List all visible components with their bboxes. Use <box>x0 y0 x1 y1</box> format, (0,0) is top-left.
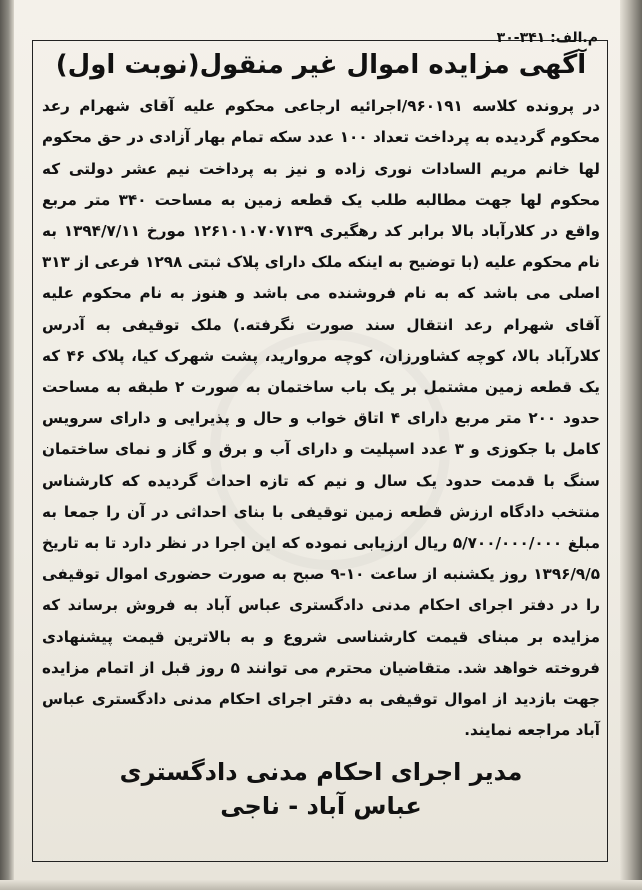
page-edge-left <box>0 0 14 890</box>
notice-content <box>36 30 606 824</box>
reference-number: م.الف: ۳۴۱-۳۰ <box>496 30 598 46</box>
page-edge-right <box>620 0 642 890</box>
notice-signature <box>36 756 606 823</box>
notice-body: در پرونده کلاسه ۹۶۰۱۹۱/اجرائیه ارجاعی محکوم علیه آقای شهرام رعد محکوم گردیده به پرداخت تعداد ۱۰۰ عدد سکه تمام بهار آزادی در حق محکوم لها خانم مریم السادات نوری زاده و نیز به پرداخت نیم عشر دولتی که محکوم لها جهت مطالبه طلب یک قطعه زمین به مساحت ۳۴۰ متر مربع واقع در کلارآباد بالا برابر کد رهگیری ۱۲۶۱۰۱۰۷۰۷۱۳۹ مورخ ۱۳۹۴/۷/۱۱ به نام محکوم علیه (با توضیح به اینکه ملک دارای پلاک ثبتی ۱۲۹۸ فرعی از ۳۱۳ اصلی می باشد که به نام فروشنده می باشد و هنوز به نام محکوم علیه آقای شهرام رعد انتقال سند صورت نگرفته.) ملک توقیفی به آدرس کلارآباد بالا، کوچه کشاورزان، کوچه مروارید، پشت شهرک کیا، پلاک ۴۶ که یک قطعه زمین مشتمل بر یک باب ساختمان به صورت ۲ طبقه به مساحت حدود ۲۰۰ متر مربع دارای ۴ اتاق خواب و حال و پذیرایی و دارای سرویس کامل با جکوزی و ۳ عدد اسپلیت و دارای آب و برق و گاز و نمای ساختمان سنگ با قدمت حدود یک سال و نیم که تازه احداث گردیده که کارشناس منتخب دادگاه ارزش قطعه زمین توقیفی با بنای احداثی در آن را جمعا به مبلغ ۵/۷۰۰/۰۰۰/۰۰۰ ریال ارزیابی نموده که این اجرا در نظر دارد تا به تاریخ ۱۳۹۶/۹/۵ روز یکشنبه از ساعت ۱۰-۹ صبح به صورت حضوری اموال توقیفی را در دفتر اجرای احکام مدنی دادگستری عباس آباد به فروش برساند که مزایده بر مبنای قیمت کارشناسی شروع و به بالاترین قیمت پیشنهادی فروخته خواهد شد. متقاضیان محترم می توانند ۵ روز قبل از اتمام مزایده جهت بازدید از اموال توقیفی به دفتر اجرای احکام مدنی دادگستری عباس آباد مراجعه نمایند. <box>42 97 601 740</box>
page-edge-bottom <box>0 880 642 890</box>
signature-place: عباس آباد - ناجی <box>220 792 422 821</box>
notice-headline: آگهی مزایده اموال غیر منقول(نوبت اول) <box>55 50 587 80</box>
signature-title: مدیر اجرای احکام مدنی دادگستری <box>119 758 523 787</box>
